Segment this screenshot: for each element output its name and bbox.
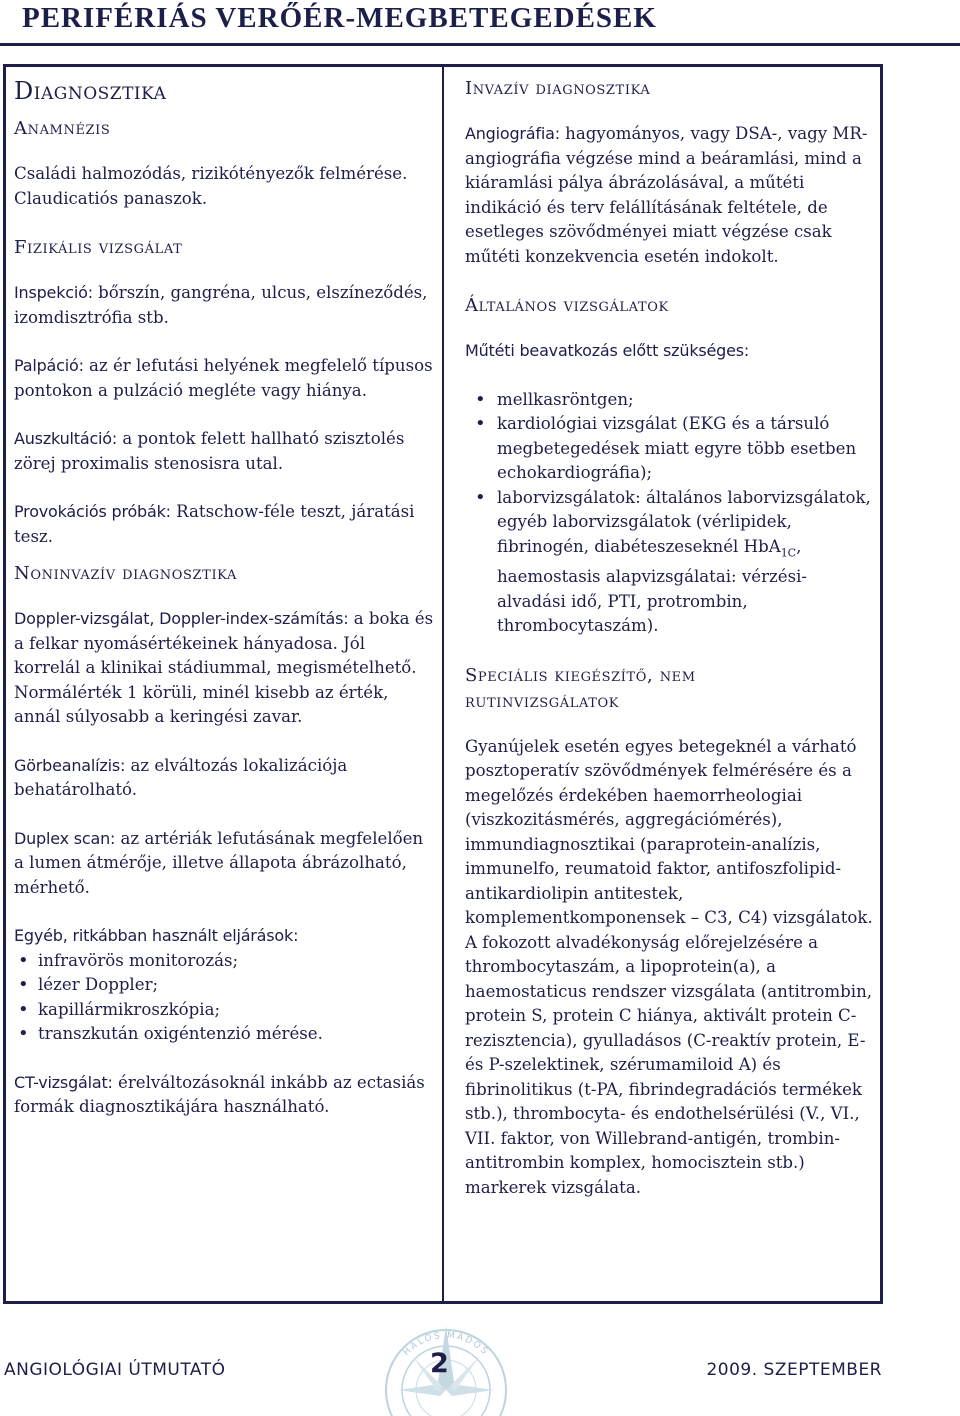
palpacio-label: Palpáció: bbox=[14, 356, 84, 375]
labor-text: laborvizsgálatok: általános laborvizsgálatok, egyéb laborvizsgálatok (vérlipidek, fibrinogén, diabéteszeseknél HbA bbox=[497, 487, 871, 556]
column-divider bbox=[442, 64, 444, 1304]
compass-logo-text: HALOS MADOS bbox=[401, 1330, 491, 1358]
palpacio-text: az ér lefutási helyének megfelelő típusos pontokon a pulzáció megléte vagy hiánya. bbox=[14, 356, 433, 400]
labor-subscript: 1C bbox=[780, 545, 797, 559]
auszkultacio-text: a pontok felett hallható szisztolés zörej proximalis stenosisra utal. bbox=[14, 429, 405, 473]
footer-right: 2009. SZEPTEMBER bbox=[706, 1360, 882, 1380]
specialis-heading-line1: Speciális kiegészítő, nem bbox=[465, 664, 696, 686]
labor-text-rest: , haemostasis alapvizsgálatai: vérzési-alvadási idő, PTI, protrombin, thrombocytaszám). bbox=[497, 536, 808, 636]
duplex-text: az artériák lefutásának megfelelően a lumen átmérője, illetve állapota ábrázolható, mérhető. bbox=[14, 828, 424, 897]
doppler-text: a boka és a felkar nyomásértékeinek hányadosa. Jól korrelál a klinikai stádiummal, megismételhető. Normálérték 1 körüli, minél kisebb az érték, annál súlyosabb a keringési zavar. bbox=[14, 609, 434, 726]
list-item: • kapillármikroszkópia; bbox=[14, 998, 434, 1023]
auszkultacio-label: Auszkultáció: bbox=[14, 429, 118, 448]
fizikalis-heading: Fizikális vizsgálat bbox=[14, 237, 183, 258]
specialis-heading bbox=[465, 663, 875, 715]
header-rule bbox=[0, 43, 960, 46]
duplex-label: Duplex scan: bbox=[14, 828, 116, 848]
provokacios-text: Ratschow-féle teszt, járatási tesz. bbox=[14, 502, 415, 546]
page-number: 2 bbox=[430, 1348, 449, 1379]
ct-text: érelváltozásoknál inkább az ectasiás formák diagnosztikájára használható. bbox=[14, 1072, 425, 1116]
anamnezis-text: Családi halmozódás, rizikótényezők felmérése. Claudicatiós panaszok. bbox=[14, 164, 408, 208]
inspekcio-label: Inspekció: bbox=[14, 283, 93, 302]
list-item bbox=[475, 486, 875, 639]
list-item: • mellkasröntgen; bbox=[475, 388, 875, 413]
invaziv-heading: Invazív diagnosztika bbox=[465, 78, 651, 99]
doppler-paragraph bbox=[14, 607, 434, 730]
specialis-text: Gyanújelek esetén egyes betegeknél a várható posztoperatív szövődmények felmérésére és a megelőzés érdekében haemorrheologiai (viszkozitásmérés, aggregációmérés), immundiagnosztikai (paraprotein-analízis, immunelfo, reumatoid faktor, antifoszfolipid-antikardiolipin antitestek, komplementkomponensek – C3, C4) vizsgálatok. A fokozott alvadékonyság előrejelzésére a thrombocytaszám, a lipoprotein(a), a haemostaticus rendszer vizsgálata (antitrombin, protein S, protein C hiánya, aktivált protein C-rezisztencia), gyulladásos (C-reaktív protein, E- és P-szelektinek, szérumamiloid A) és fibrinolitikus (t-PA, fibrindegradációs termékek stb.), thrombocyta- és endothelsérülési (V., VI., VII. faktor, von Willebrand-antigén, trombin-antitrombin komplex, homocisztein stb.) markerek vizsgálata. bbox=[465, 736, 873, 1197]
ct-paragraph bbox=[14, 1071, 434, 1120]
noninvaziv-heading: Noninvazív diagnosztika bbox=[14, 563, 237, 584]
inspekcio-paragraph bbox=[14, 281, 434, 330]
egyeb-list bbox=[14, 949, 434, 1047]
left-column bbox=[14, 76, 434, 1120]
mutet-elott-label: Műtéti beavatkozás előtt szükséges: bbox=[465, 341, 750, 360]
list-item: • transzkután oxigéntenzió mérése. bbox=[14, 1022, 434, 1047]
angiografia-paragraph bbox=[465, 122, 875, 269]
palpacio-paragraph bbox=[14, 354, 434, 403]
list-item: • infravörös monitorozás; bbox=[14, 949, 434, 974]
list-item: • lézer Doppler; bbox=[14, 973, 434, 998]
gorbeanalizis-paragraph bbox=[14, 754, 434, 803]
ct-label: CT-vizsgálat: bbox=[14, 1072, 113, 1092]
auszkultacio-paragraph bbox=[14, 427, 434, 476]
specialis-heading-line2: rutinvizsgálatok bbox=[465, 690, 620, 712]
right-column bbox=[465, 76, 875, 1200]
egyeb-label: Egyéb, ritkábban használt eljárások: bbox=[14, 926, 299, 945]
diagnosztika-heading: Diagnosztika bbox=[14, 77, 167, 105]
page-header-title: PERIFÉRIÁS VERŐÉR-MEGBETEGEDÉSEK bbox=[22, 2, 657, 34]
footer-left: ANGIOLÓGIAI ÚTMUTATÓ bbox=[4, 1360, 226, 1380]
angiografia-label: Angiográfia: bbox=[465, 124, 560, 143]
inspekcio-text: bőrszín, gangréna, ulcus, elszíneződés, izomdisztrófia stb. bbox=[14, 283, 428, 327]
altalanos-list bbox=[465, 388, 875, 639]
list-item: • kardiológiai vizsgálat (EKG és a társuló megbetegedések miatt egyre több esetben echokardiográfia); bbox=[475, 412, 875, 486]
provokacios-label: Provokációs próbák: bbox=[14, 502, 171, 521]
duplex-paragraph bbox=[14, 827, 434, 901]
gorbeanalizis-text: az elváltozás lokalizációja behatárolható. bbox=[14, 755, 348, 799]
anamnezis-heading: Anamnézis bbox=[14, 118, 111, 139]
gorbeanalizis-label: Görbeanalízis: bbox=[14, 755, 126, 775]
provokacios-paragraph bbox=[14, 500, 434, 549]
doppler-label: Doppler-vizsgálat, Doppler-index-számítás: bbox=[14, 609, 349, 628]
angiografia-text: hagyományos, vagy DSA-, vagy MR-angiográfia végzése mind a beáramlási, mind a kiáramlási pálya ábrázolásával, a műtéti indikáció és terv felállításának feltétele, de esetleges szövődményei miatt végzése csak műtéti konzekvencia esetén indokolt. bbox=[465, 124, 868, 266]
altalanos-heading: Általános vizsgálatok bbox=[465, 295, 669, 316]
